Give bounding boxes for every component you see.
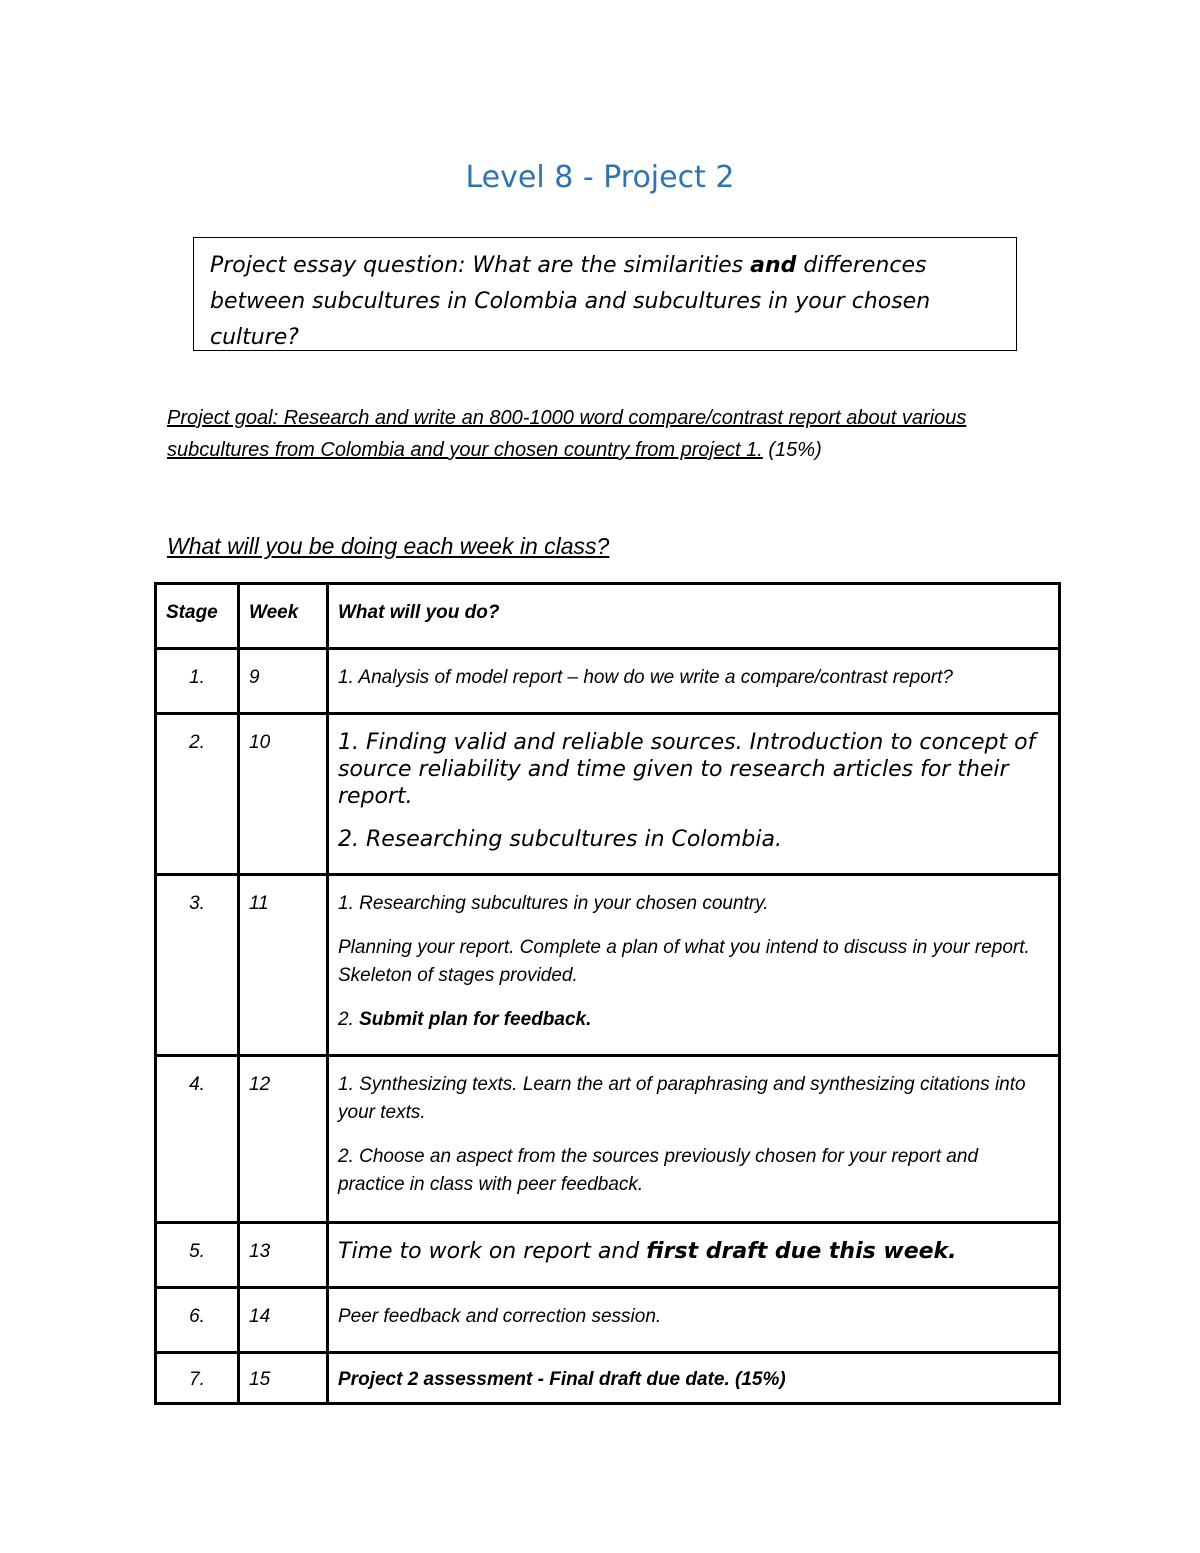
week-cell: 9: [239, 649, 328, 714]
header-stage: Stage: [156, 584, 239, 649]
week-cell: 14: [239, 1288, 328, 1353]
activity-item-number: 2.: [338, 1009, 360, 1030]
week-cell: 12: [239, 1056, 328, 1223]
stage-cell: 5.: [156, 1223, 239, 1288]
table-header-row: [156, 584, 1060, 649]
project-goal: [167, 402, 1047, 466]
activity-item: 1. Analysis of model report – how do we write a compare/contrast report?: [338, 667, 953, 688]
table-row: [156, 1223, 1060, 1288]
table-row: [156, 714, 1060, 875]
project-goal-weight: (15%): [762, 439, 822, 461]
activity-item: 2. Researching subcultures in Colombia.: [338, 827, 782, 852]
activity-item: Peer feedback and correction session.: [338, 1306, 662, 1327]
table-row: [156, 1288, 1060, 1353]
question-text-before: Project essay question: What are the similarities: [210, 253, 751, 278]
stage-cell: 6.: [156, 1288, 239, 1353]
stage-cell: 1.: [156, 649, 239, 714]
week-cell: 15: [239, 1353, 328, 1404]
activity-item: 2. Choose an aspect from the sources previously chosen for your report and practice in class with peer feedback.: [338, 1146, 979, 1195]
activity-cell: [328, 1056, 1060, 1223]
activity-cell: [328, 714, 1060, 875]
essay-question-box: [193, 237, 1017, 351]
stage-cell: 3.: [156, 875, 239, 1056]
stage-cell: 2.: [156, 714, 239, 875]
week-cell: 10: [239, 714, 328, 875]
activity-item: 1. Finding valid and reliable sources. Introduction to concept of source reliability and time given to research articles for their report.: [338, 730, 1036, 809]
activity-cell: [328, 875, 1060, 1056]
activity-item: 1. Researching subcultures in your chosen country.: [338, 893, 769, 914]
page-title: Level 8 - Project 2: [465, 160, 735, 195]
activity-item-bold: Submit plan for feedback.: [359, 1009, 592, 1030]
activity-item-bold: first draft due this week.: [646, 1239, 957, 1264]
activity-cell: [328, 1223, 1060, 1288]
header-week: Week: [239, 584, 328, 649]
activity-item: [338, 1238, 1049, 1265]
schedule-heading: What will you be doing each week in class?: [167, 533, 610, 559]
activity-cell: [328, 1288, 1060, 1353]
table-row: [156, 649, 1060, 714]
header-activity: What will you do?: [328, 584, 1060, 649]
table-row: [156, 1056, 1060, 1223]
stage-cell: 7.: [156, 1353, 239, 1404]
project-goal-text: Project goal: Research and write an 800-1000 word compare/contrast report about various subcultures from Colombia and your chosen country from project 1.: [167, 407, 967, 461]
table-row: [156, 1353, 1060, 1404]
activity-item: [338, 1006, 1049, 1034]
week-cell: 11: [239, 875, 328, 1056]
week-cell: 13: [239, 1223, 328, 1288]
activity-cell: [328, 649, 1060, 714]
weekly-schedule-table: [154, 582, 1061, 1405]
activity-item: Project 2 assessment - Final draft due date. (15%): [338, 1369, 786, 1390]
activity-item: 1. Synthesizing texts. Learn the art of paraphrasing and synthesizing citations into your texts.: [338, 1074, 1026, 1123]
table-row: [156, 875, 1060, 1056]
activity-item-plain: Time to work on report and: [338, 1239, 647, 1264]
question-emphasis: and: [750, 253, 797, 278]
activity-cell: [328, 1353, 1060, 1404]
question-text-after: differences between subcultures in Colombia and subcultures in your chosen culture?: [210, 253, 931, 350]
activity-item: Planning your report. Complete a plan of what you intend to discuss in your report. Skeleton of stages provided.: [338, 937, 1030, 986]
stage-cell: 4.: [156, 1056, 239, 1223]
